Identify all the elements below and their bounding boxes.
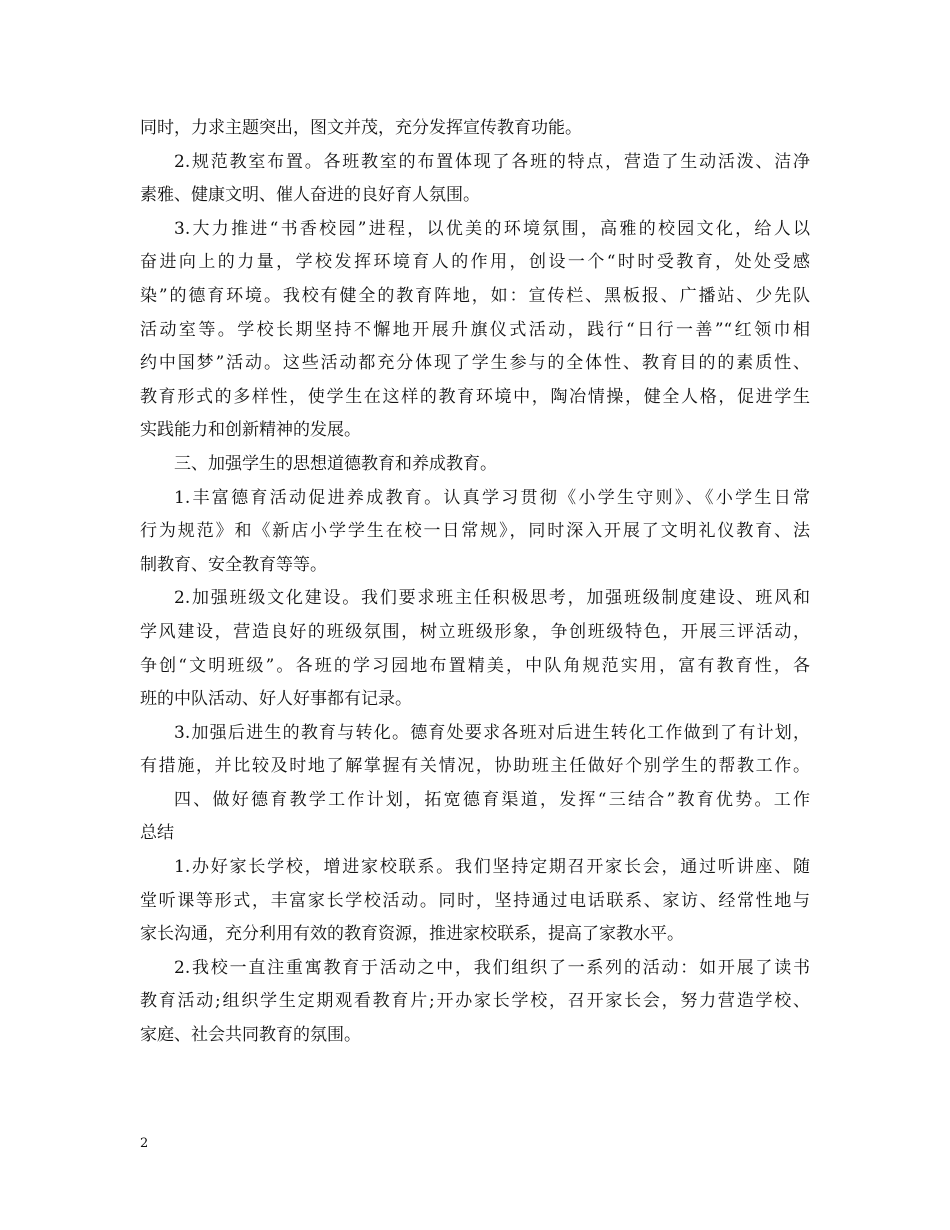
text-line: 1.办好家长学校，增进家校联系。我们坚持定期召开家长会，通过听讲座、随 bbox=[174, 857, 810, 878]
text-line: 实践能力和创新精神的发展。 bbox=[140, 420, 361, 441]
text-line: 2.加强班级文化建设。我们要求班主任积极思考，加强班级制度建设、班风和 bbox=[174, 588, 810, 609]
text-line: 争创“文明班级”。各班的学习园地布置精美，中队角规范实用，富有教育性，各 bbox=[140, 655, 810, 676]
text-line: 堂听课等形式，丰富家长学校活动。同时，坚持通过电话联系、家访、经常性地与 bbox=[140, 890, 810, 911]
text-line: 行为规范》和《新店小学学生在校一日常规》，同时深入开展了文明礼仪教育、法 bbox=[140, 521, 810, 542]
text-line: 素雅、健康文明、催人奋进的良好育人氛围。 bbox=[140, 185, 480, 206]
text-line: 1.丰富德育活动促进养成教育。认真学习贯彻《小学生守则》、《小学生日常 bbox=[174, 487, 810, 508]
text-line: 3.大力推进“书香校园”进程，以优美的环境氛围，高雅的校园文化，给人以 bbox=[174, 218, 810, 239]
text-line: 教育形式的多样性，使学生在这样的教育环境中，陶冶情操，健全人格，促进学生 bbox=[140, 386, 810, 407]
text-line: 染”的德育环境。我校有健全的教育阵地，如：宣传栏、黑板报、广播站、少先队 bbox=[140, 285, 810, 306]
text-line: 学风建设，营造良好的班级氛围，树立班级形象，争创班级特色，开展三评活动， bbox=[140, 621, 810, 642]
text-line: 家庭、社会共同教育的氛围。 bbox=[140, 1025, 361, 1046]
text-line: 3.加强后进生的教育与转化。德育处要求各班对后进生转化工作做到了有计划， bbox=[174, 722, 810, 743]
text-line: 教育活动;组织学生定期观看教育片;开办家长学校，召开家长会，努力营造学校、 bbox=[140, 991, 810, 1012]
text-line: 同时，力求主题突出，图文并茂，充分发挥宣传教育功能。 bbox=[140, 118, 582, 138]
text-line: 有措施，并比较及时地了解掌握有关情况，协助班主任做好个别学生的帮教工作。 bbox=[140, 756, 810, 777]
body-text bbox=[140, 112, 810, 1053]
text-line: 2.我校一直注重寓教育于活动之中，我们组织了一系列的活动：如开展了读书 bbox=[174, 957, 810, 978]
text-line: 四、做好德育教学工作计划，拓宽德育渠道，发挥“三结合”教育优势。工作 bbox=[174, 789, 810, 810]
text-line: 2.规范教室布置。各班教室的布置体现了各班的特点，营造了生动活泼、洁净 bbox=[174, 151, 810, 172]
text-line: 总结 bbox=[140, 823, 174, 844]
text-line: 三、加强学生的思想道德教育和养成教育。 bbox=[174, 453, 497, 474]
text-line: 约中国梦”活动。这些活动都充分体现了学生参与的全体性、教育目的的素质性、 bbox=[140, 353, 810, 374]
text-line: 班的中队活动、好人好事都有记录。 bbox=[140, 689, 412, 710]
text-line: 家长沟通，充分利用有效的教育资源，推进家校联系，提高了家教水平。 bbox=[140, 924, 684, 945]
text-line: 制教育、安全教育等等。 bbox=[140, 554, 327, 575]
page-number: 2 bbox=[140, 1136, 149, 1151]
text-line: 活动室等。学校长期坚持不懈地开展升旗仪式活动，践行“日行一善”“红领巾相 bbox=[140, 319, 810, 340]
text-line: 奋进向上的力量，学校发挥环境育人的作用，创设一个“时时受教育，处处受感 bbox=[140, 252, 810, 273]
